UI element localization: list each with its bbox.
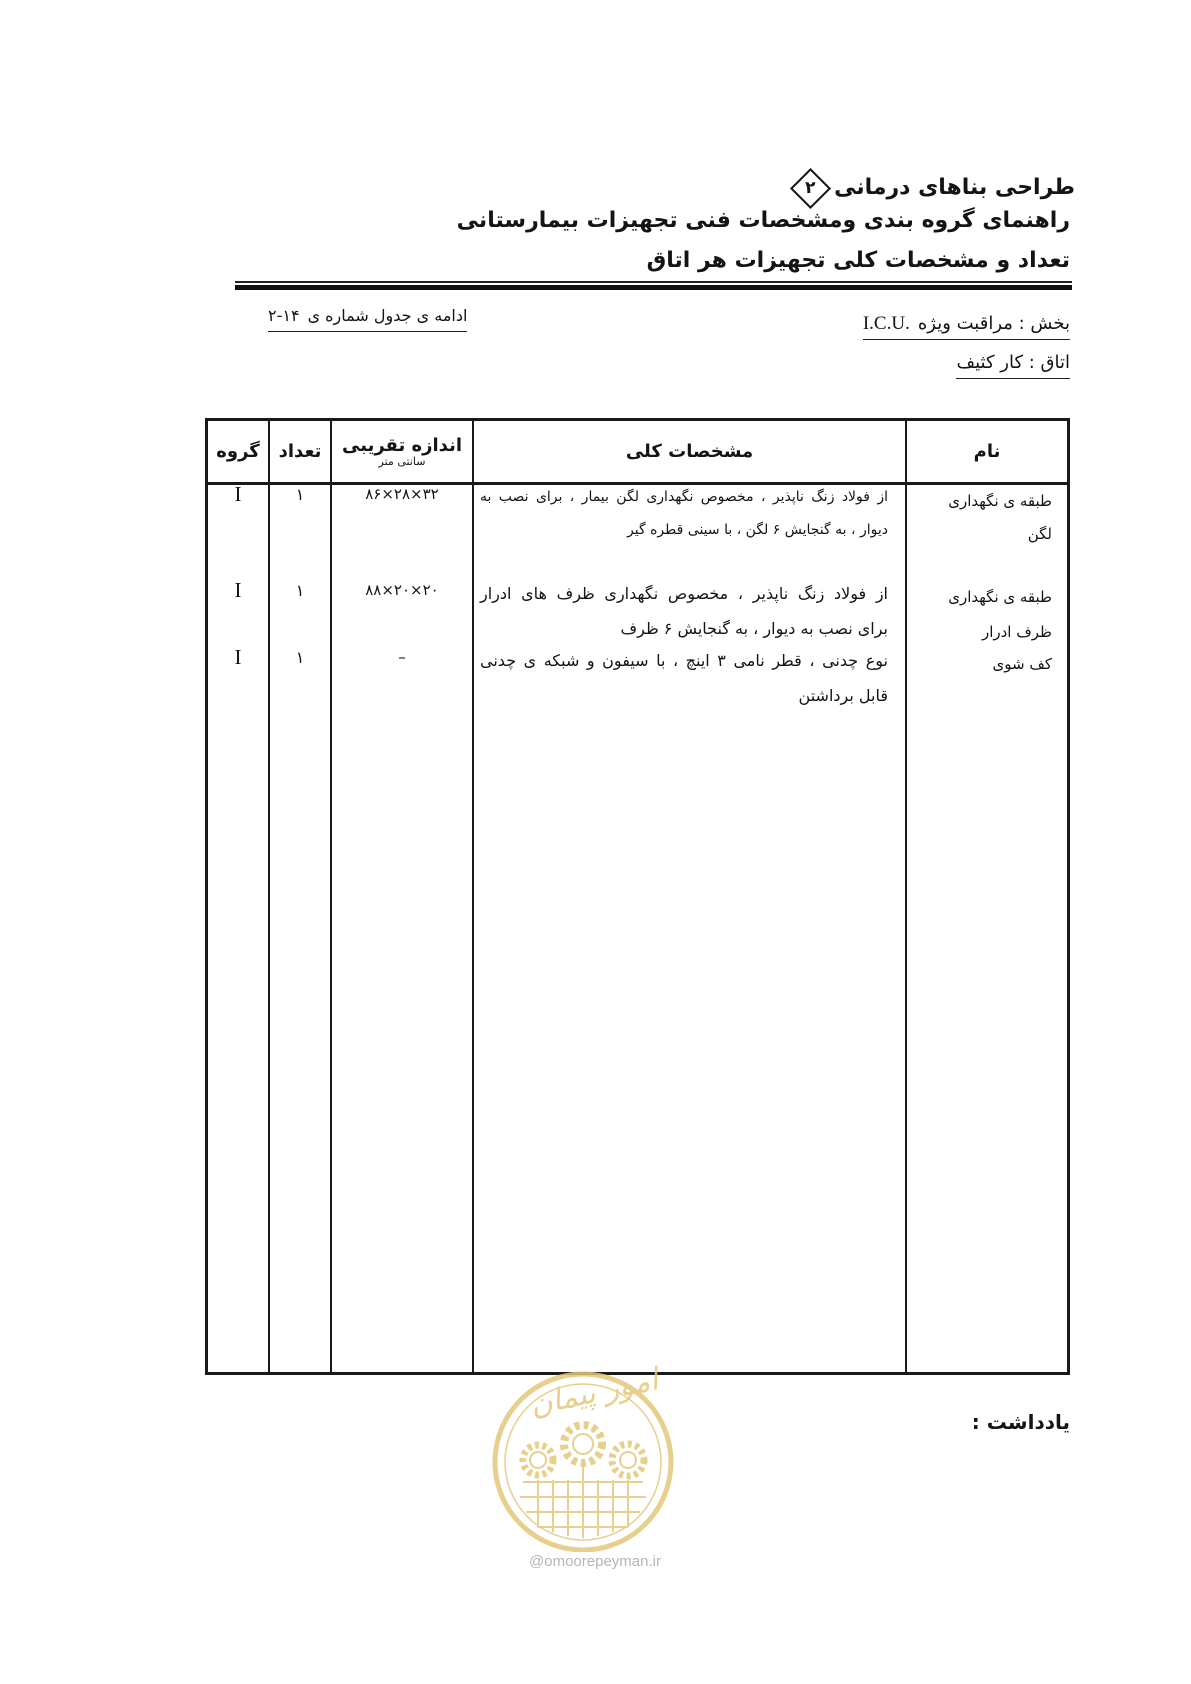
book-title-text: طراحی بناهای درمانی	[834, 175, 1075, 200]
count-cell: ۱	[295, 648, 305, 667]
department-line	[863, 311, 1070, 340]
size-cell: ۸۸×۲۰×۲۰	[365, 581, 439, 599]
gear-icon	[564, 1425, 602, 1463]
name-line: طبقه ی نگهداری	[948, 492, 1052, 510]
header-name	[907, 421, 1067, 482]
spec-line: دیوار ، به گنجایش ۶ لگن ، با سینی قطره گیر	[627, 522, 888, 538]
name-line: لگن	[1027, 525, 1052, 543]
omoorepeyman-seal-icon	[478, 1362, 688, 1552]
count-cell: ۱	[295, 485, 305, 504]
notes-label: یادداشت :	[971, 1410, 1070, 1434]
gear-icon	[612, 1444, 644, 1476]
group-cell: I	[234, 645, 242, 669]
spec-cell	[480, 576, 888, 646]
group-cell: I	[234, 578, 242, 602]
equipment-table	[205, 418, 1070, 1375]
name-line: طبقه ی نگهداری	[948, 588, 1052, 606]
name-cell	[913, 481, 1052, 551]
name-line: ظرف ادرار	[981, 623, 1052, 641]
column-divider	[330, 421, 332, 1372]
department-code: I.C.U.	[862, 313, 910, 334]
gear-icon	[523, 1445, 553, 1475]
size-cell: ۸۶×۲۸×۳۲	[365, 485, 439, 503]
name-cell	[913, 576, 1052, 650]
header-size	[332, 421, 472, 482]
header-group-label: گروه	[216, 440, 260, 462]
spec-line: از فولاد زنگ ناپذیر ، مخصوص نگهداری ظرف های ادرار	[480, 584, 888, 603]
group-cell: I	[234, 482, 242, 506]
volume-number: ۲	[805, 177, 816, 198]
header-spec-label: مشخصات کلی	[625, 440, 754, 462]
continuation-label: ادامه ی جدول شماره ی	[307, 306, 468, 325]
spec-cell	[480, 481, 888, 547]
book-title	[796, 166, 1075, 210]
gear-hub	[620, 1452, 636, 1468]
gear-hub	[530, 1452, 546, 1468]
department-label: بخش : مراقبت ویژه	[917, 313, 1070, 334]
header-spec	[474, 421, 905, 482]
header-size-unit: سانتی متر	[378, 455, 426, 468]
table-continuation-note	[268, 303, 467, 332]
seal-logo-text: امور پیمان	[526, 1362, 662, 1424]
table-number: ۲-۱۴	[268, 306, 300, 325]
header-group	[208, 421, 268, 482]
spec-line: قابل برداشتن	[798, 686, 888, 705]
header-count	[270, 421, 330, 482]
section-title: تعداد و مشخصات کلی تجهیزات هر اتاق	[646, 248, 1070, 273]
spec-line: برای نصب به دیوار ، به گنجایش ۶ ظرف	[620, 619, 888, 638]
name-line: کف شوی	[992, 655, 1052, 673]
header-count-label: تعداد	[278, 440, 322, 462]
name-cell	[913, 643, 1052, 682]
size-cell: –	[398, 648, 406, 666]
watermark-site: @omoorepeyman.ir	[529, 1553, 661, 1570]
column-divider	[905, 421, 907, 1372]
book-subtitle: راهنمای گروه بندی ومشخصات فنی تجهیزات بیمارستانی	[456, 208, 1070, 233]
count-cell: ۱	[295, 581, 305, 600]
spec-line: از فولاد زنگ ناپذیر ، مخصوص نگهداری لگن بیمار ، برای نصب به	[480, 489, 888, 505]
room-line: اتاق : کار کثیف	[956, 350, 1070, 379]
spec-cell	[480, 643, 888, 713]
spec-line: نوع چدنی ، قطر نامی ۳ اینچ ، با سیفون و شبکه ی چدنی	[480, 651, 888, 670]
header-name-label: نام	[973, 440, 1001, 462]
header-divider	[235, 281, 1072, 290]
gear-hub	[573, 1434, 593, 1454]
column-divider	[472, 421, 474, 1372]
column-divider	[268, 421, 270, 1372]
volume-badge	[790, 167, 831, 208]
header-size-label: اندازه تقریبی	[342, 435, 462, 456]
